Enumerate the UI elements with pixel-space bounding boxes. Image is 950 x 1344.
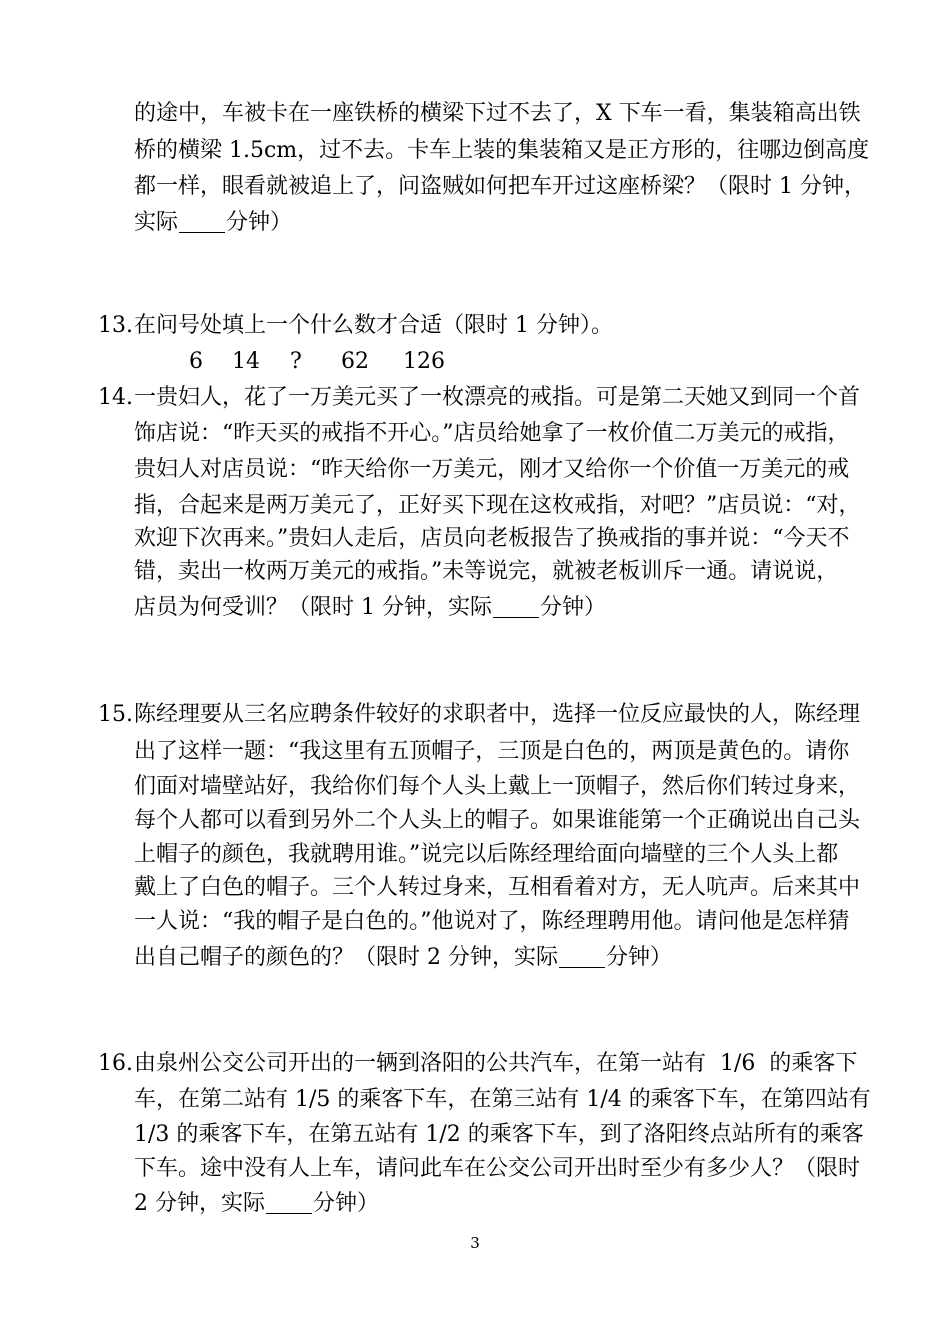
sequence-item: 6 bbox=[189, 349, 203, 374]
q16-line-5-start: 2 分钟，实际 bbox=[134, 1191, 265, 1216]
q16-line-1: 由泉州公交公司开出的一辆到洛阳的公共汽车，在第一站有 1/6 的乘客下 bbox=[134, 1051, 858, 1076]
q13-number: 13. bbox=[98, 313, 133, 338]
q12-line-3: 都一样，眼看就被追上了，问盗贼如何把车开过这座桥梁？（限时 1 分钟， bbox=[134, 174, 866, 199]
q16-number: 16. bbox=[98, 1051, 133, 1076]
answer-blank[interactable] bbox=[179, 210, 225, 233]
q12-line-4-end: 分钟） bbox=[226, 210, 293, 235]
q14-line-3: 贵妇人对店员说：“昨天给你一万美元，刚才又给你一个价值一万美元的戒 bbox=[134, 457, 850, 482]
page-number: 3 bbox=[470, 1234, 480, 1252]
q16-line-5-end: 分钟） bbox=[313, 1191, 380, 1216]
q16-line-5 bbox=[134, 1189, 379, 1219]
q14-line-7-start: 店员为何受训？（限时 1 分钟，实际 bbox=[134, 595, 492, 620]
q15-number: 15. bbox=[98, 702, 133, 727]
q15-line-4: 每个人都可以看到另外二个人头上的帽子。如果谁能第一个正确说出自己头 bbox=[134, 808, 861, 833]
q15-line-8 bbox=[134, 943, 672, 973]
answer-blank[interactable] bbox=[266, 1191, 312, 1214]
sequence-item: 126 bbox=[403, 349, 445, 374]
answer-blank[interactable] bbox=[559, 945, 605, 968]
q15-line-5: 上帽子的颜色，我就聘用谁。”说完以后陈经理给面向墙壁的三个人头上都 bbox=[134, 842, 839, 867]
q14-line-1: 一贵妇人，花了一万美元买了一枚漂亮的戒指。可是第二天她又到同一个首 bbox=[134, 385, 861, 410]
q15-line-1: 陈经理要从三名应聘条件较好的求职者中，选择一位反应最快的人，陈经理 bbox=[134, 702, 861, 727]
q14-line-4: 指，合起来是两万美元了，正好买下现在这枚戒指，对吧？”店员说：“对， bbox=[134, 493, 861, 518]
q12-line-1: 的途中，车被卡在一座铁桥的横梁下过不去了，X 下车一看，集装箱高出铁 bbox=[134, 101, 861, 126]
sequence-item: 14 bbox=[232, 349, 260, 374]
sequence-item: 62 bbox=[341, 349, 369, 374]
q14-line-7 bbox=[134, 593, 606, 623]
q15-line-7: 一人说：“我的帽子是白色的。”他说对了，陈经理聘用他。请问他是怎样猜 bbox=[134, 909, 850, 934]
q14-line-6: 错，卖出一枚两万美元的戒指。”未等说完，就被老板训斥一通。请说说， bbox=[134, 559, 839, 584]
q13-text: 在问号处填上一个什么数才合适（限时 1 分钟）。 bbox=[134, 313, 613, 338]
q15-line-8-end: 分钟） bbox=[606, 945, 673, 970]
q12-line-4-start: 实际 bbox=[134, 210, 179, 235]
q15-line-2: 出了这样一题：“我这里有五顶帽子，三顶是白色的，两顶是黄色的。请你 bbox=[134, 739, 850, 764]
q16-line-4: 下车。途中没有人上车，请问此车在公交公司开出时至少有多少人？（限时 bbox=[134, 1156, 861, 1181]
answer-blank[interactable] bbox=[493, 595, 539, 618]
q15-line-6: 戴上了白色的帽子。三个人转过身来，互相看着对方，无人吭声。后来其中 bbox=[134, 875, 861, 900]
q14-number: 14. bbox=[98, 385, 133, 410]
q15-line-3: 们面对墙壁站好，我给你们每个人头上戴上一顶帽子，然后你们转过身来， bbox=[134, 774, 861, 799]
q15-line-8-start: 出自己帽子的颜色的？（限时 2 分钟，实际 bbox=[134, 945, 558, 970]
q14-line-7-end: 分钟） bbox=[540, 595, 607, 620]
sequence-item: ? bbox=[290, 349, 302, 374]
q14-line-2: 饰店说：“昨天买的戒指不开心。”店员给她拿了一枚价值二万美元的戒指， bbox=[134, 421, 850, 446]
q12-line-2: 桥的横梁 1.5cm，过不去。卡车上装的集装箱又是正方形的，往哪边倒高度 bbox=[134, 138, 870, 163]
q14-line-5: 欢迎下次再来。”贵妇人走后，店员向老板报告了换戒指的事并说：“今天不 bbox=[134, 526, 850, 551]
q16-line-2: 车，在第二站有 1/5 的乘客下车，在第三站有 1/4 的乘客下车，在第四站有 bbox=[134, 1087, 871, 1112]
q12-line-4 bbox=[134, 208, 292, 238]
q16-line-3: 1/3 的乘客下车，在第五站有 1/2 的乘客下车，到了洛阳终点站所有的乘客 bbox=[134, 1122, 864, 1147]
